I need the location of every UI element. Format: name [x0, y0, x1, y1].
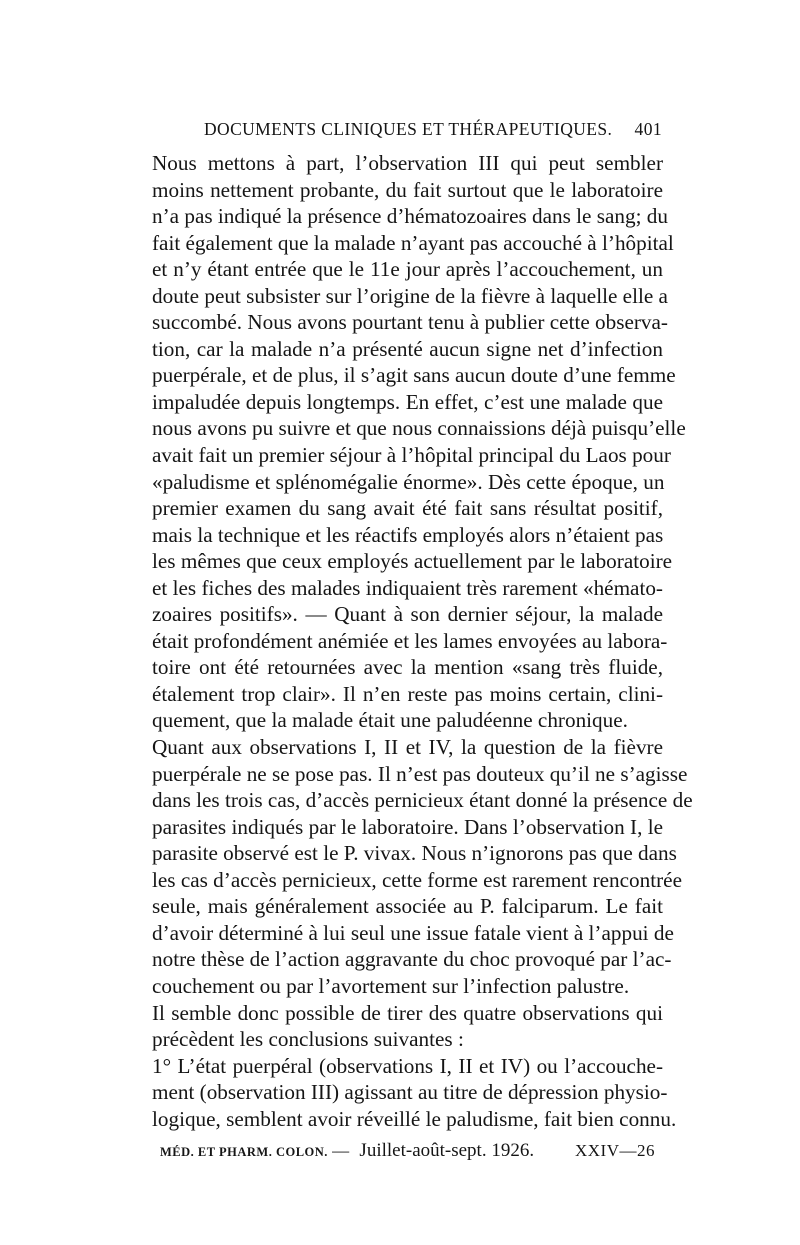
footer-dash: —	[332, 1141, 350, 1160]
text-line: parasite observé est le P. vivax. Nous n’ignorons pas que dans	[152, 841, 677, 866]
text-line: couchement ou par l’avortement sur l’infection palustre.	[152, 973, 630, 998]
paragraph	[138, 150, 686, 734]
text-line: quement, que la malade était une paludéenne chronique.	[152, 708, 628, 733]
journal-abbreviation: MÉD. ET PHARM. COLON.	[160, 1145, 328, 1159]
text-line: mais la technique et les réactifs employés alors n’étaient pas	[152, 522, 664, 547]
text-line: nous avons pu suivre et que nous connaissions déjà puisqu’elle	[152, 416, 686, 441]
text-line: 1° L’état puerpéral (observations I, II et IV) ou l’accouche-	[152, 1053, 663, 1078]
page-number: 401	[634, 119, 662, 139]
text-line: puerpérale, et de plus, il s’agit sans aucun doute d’une femme	[152, 363, 676, 388]
paragraph	[138, 1053, 677, 1133]
text-line: était profondément anémiée et les lames envoyées au labora-	[152, 628, 668, 653]
text-line: doute peut subsister sur l’origine de la fièvre à laquelle elle a	[152, 283, 668, 308]
text-line: «paludisme et splénomégalie énorme». Dès cette époque, un	[152, 469, 665, 494]
text-line: Nous mettons à part, l’observation III qui peut sembler	[152, 151, 663, 175]
running-header	[138, 119, 662, 140]
text-line: précèdent les conclusions suivantes :	[152, 1027, 464, 1052]
text-line: toire ont été retournées avec la mention «sang très fluide,	[152, 655, 663, 680]
text-line: moins nettement probante, du fait surtout que le laboratoire	[152, 177, 663, 202]
text-line: Il semble donc possible de tirer des quatre observations qui	[152, 1000, 663, 1025]
text-line: impaludée depuis longtemps. En effet, c’est une malade que	[152, 389, 663, 414]
text-line: les cas d’accès pernicieux, cette forme est rarement rencontrée	[152, 867, 682, 892]
body-text	[138, 150, 693, 1132]
text-line: fait également que la malade n’ayant pas accouché à l’hôpital	[152, 230, 674, 255]
text-line: seule, mais généralement associée au P. falciparum. Le fait	[152, 894, 663, 919]
text-line: zoaires positifs». — Quant à son dernier séjour, la malade	[152, 602, 663, 627]
text-line: d’avoir déterminé à lui seul une issue fatale vient à l’appui de	[152, 920, 674, 945]
issue-date: Juillet-août-sept. 1926.	[359, 1140, 535, 1161]
text-line: parasites indiqués par le laboratoire. Dans l’observation I, le	[152, 814, 663, 839]
text-line: ment (observation III) agissant au titre de dépression physio-	[152, 1080, 668, 1105]
text-line: étalement trop clair». Il n’en reste pas moins certain, clini-	[152, 681, 663, 706]
text-line: puerpérale ne se pose pas. Il n’est pas douteux qu’il ne s’agisse	[152, 761, 688, 786]
text-line: Quant aux observations I, II et IV, la question de la fièvre	[152, 735, 663, 760]
text-line: et les fiches des malades indiquaient très rarement «hémato-	[152, 575, 663, 600]
page-footer	[160, 1140, 655, 1162]
text-line: et n’y étant entrée que le 11e jour après l’accouchement, un	[152, 257, 663, 282]
paragraph	[138, 1000, 663, 1053]
text-line: premier examen du sang avait été fait sans résultat positif,	[152, 496, 663, 521]
text-line: logique, semblent avoir réveillé le paludisme, fait bien connu.	[152, 1106, 677, 1131]
running-title: DOCUMENTS CLINIQUES ET THÉRAPEUTIQUES.	[204, 119, 613, 139]
text-line: dans les trois cas, d’accès pernicieux étant donné la présence de	[152, 788, 693, 813]
signature-mark: XXIV—26	[575, 1141, 655, 1160]
text-line: n’a pas indiqué la présence d’hématozoaires dans le sang; du	[152, 204, 668, 229]
paragraph	[138, 734, 693, 999]
text-line: avait fait un premier séjour à l’hôpital principal du Laos pour	[152, 443, 671, 468]
text-line: tion, car la malade n’a présenté aucun signe net d’infection	[152, 336, 663, 361]
text-line: succombé. Nous avons pourtant tenu à publier cette observa-	[152, 310, 668, 335]
text-line: les mêmes que ceux employés actuellement par le laboratoire	[152, 549, 673, 574]
text-line: notre thèse de l’action aggravante du choc provoqué par l’ac-	[152, 947, 672, 972]
